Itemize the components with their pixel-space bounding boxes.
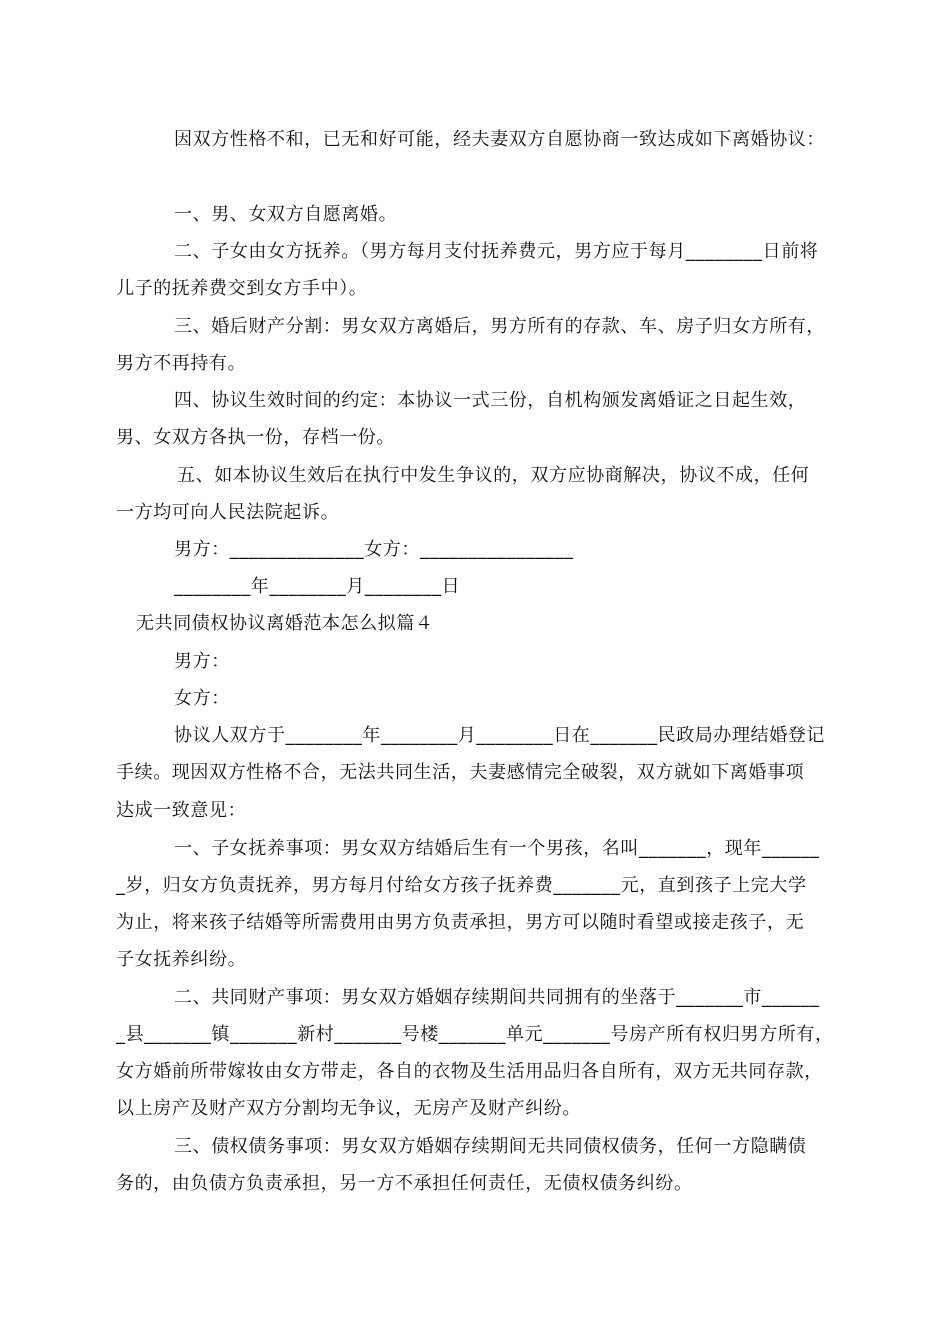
party-female: 女方： <box>174 688 230 709</box>
clause-5-line-2: 一方均可向人民法院起诉。 <box>116 502 340 523</box>
clause-4-line-2: 男、女双方各执一份，存档一份。 <box>116 427 395 448</box>
clause-2-line-1: 二、子女由女方抚养。（男方每月支付抚养费元，男方应于每月________日前将 <box>174 241 819 262</box>
clause-3-line-1: 三、婚后财产分割：男女双方离婚后，男方所有的存款、车、房子归女方所有， <box>174 316 825 337</box>
clause-5-line-1: 五、如本协议生效后在执行中发生争议的，双方应协商解决，协议不成，任何 <box>177 465 810 486</box>
clause-1: 一、男、女双方自愿离婚。 <box>174 204 398 225</box>
child-clause-line-2: _岁，归女方负责抚养，男方每月付给女方孩子抚养费_______元，直到孩子上完大学 <box>116 875 807 896</box>
property-clause-line-3: 女方婚前所带嫁妆由女方带走，各自的衣物及生活用品归各自所有，双方无共同存款， <box>116 1061 823 1082</box>
section-title: 无共同债权协议离婚范本怎么拟篇４ <box>136 613 434 634</box>
clause-2-line-2: 儿子的抚养费交到女方手中）。 <box>116 278 368 299</box>
party-male: 男方： <box>174 651 230 672</box>
agreement-line-3: 达成一致意见： <box>116 800 247 821</box>
child-clause-line-1: 一、子女抚养事项：男女双方结婚后生有一个男孩，名叫_______，现年______ <box>174 838 820 859</box>
debt-clause-line-2: 务的，由负债方负责承担，另一方不承担任何责任，无债权债务纠纷。 <box>116 1173 693 1194</box>
date-line: ________年________月________日 <box>174 576 461 597</box>
signature-line: 男方：______________女方：________________ <box>174 539 574 560</box>
debt-clause-line-1: 三、债权债务事项：男女双方婚姻存续期间无共同债权债务，任何一方隐瞒债 <box>174 1136 807 1157</box>
property-clause-line-4: 以上房产及财产双方分割均无争议，无房产及财产纠纷。 <box>116 1098 581 1119</box>
child-clause-line-3: 为止，将来孩子结婚等所需费用由男方负责承担，男方可以随时看望或接走孩子，无 <box>116 912 805 933</box>
property-clause-line-1: 二、共同财产事项：男女双方婚姻存续期间共同拥有的坐落于_______市______ <box>174 987 820 1008</box>
agreement-line-2: 手续。现因双方性格不合，无法共同生活，夫妻感情完全破裂，双方就如下离婚事项 <box>116 762 805 783</box>
clause-4-line-1: 四、协议生效时间的约定：本协议一式三份，自机构颁发离婚证之日起生效， <box>174 390 807 411</box>
clause-3-line-2: 男方不再持有。 <box>116 353 247 374</box>
agreement-line-1: 协议人双方于________年________月________日在_______民政局办理结婚登记 <box>174 725 825 746</box>
property-clause-line-2: _县_______镇_______新村_______号楼_______单元_______号房产所有权归男方所有， <box>116 1024 834 1045</box>
child-clause-line-4: 子女抚养纠纷。 <box>116 949 247 970</box>
paragraph-intro: 因双方性格不和，已无和好可能，经夫妻双方自愿协商一致达成如下离婚协议： <box>174 129 825 150</box>
